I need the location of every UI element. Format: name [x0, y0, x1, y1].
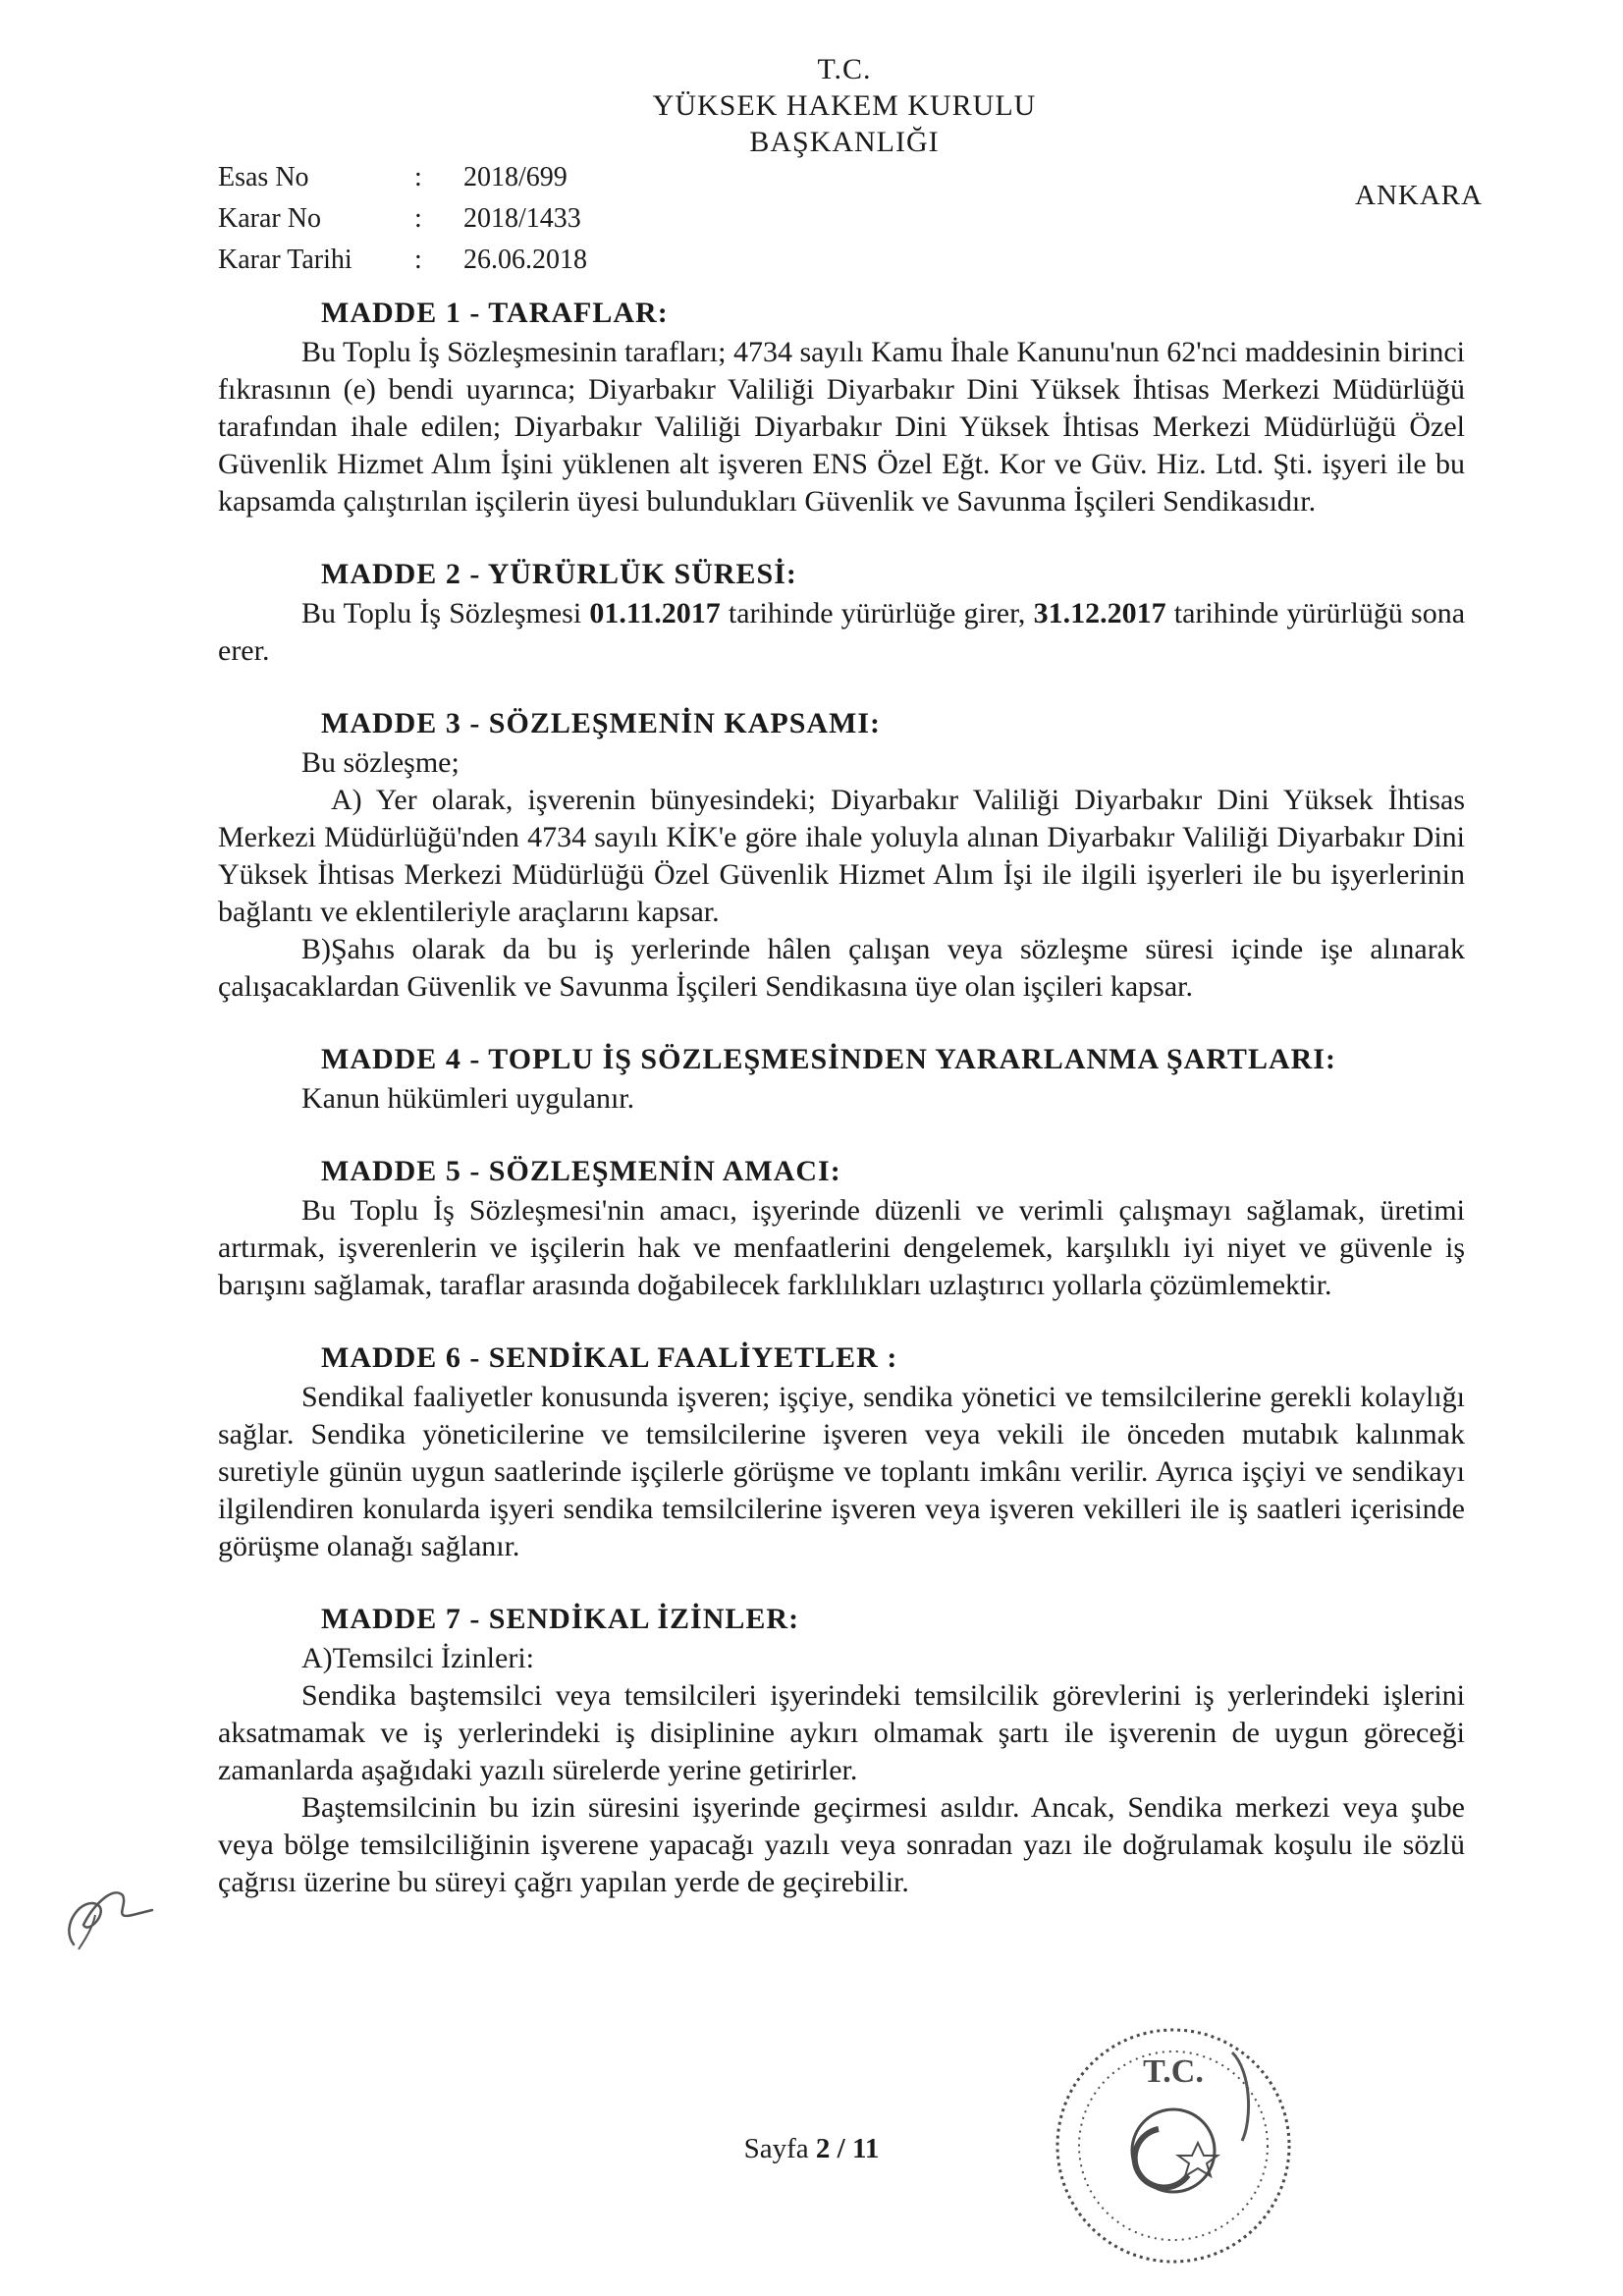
article-6 — [218, 1339, 1465, 1565]
article-2 — [218, 556, 1465, 670]
article-1 — [218, 295, 1465, 520]
article-paragraph: A) Yer olarak, işverenin bünyesindeki; Diyarbakır Valiliği Diyarbakır Dini Yüksek İhtisas Merkezi Müdürlüğü'nden 4734 sayılı KİK'e göre ihale yoluyla alınan Diyarbakır Valiliği Diyarbakır Dini Yüksek İhtisas Merkezi Müdürlüğü Özel Güvenlik Hizmet Alım İşi ile ilgili işyerleri ile bu işyerlerinin bağlantı ve eklentileriyle araçlarını kapsar. — [218, 784, 1465, 928]
article-7 — [218, 1601, 1465, 1901]
meta-row-karar — [218, 198, 587, 240]
document-header — [550, 51, 1139, 160]
article-paragraph: Bu Toplu İş Sözleşmesi'nin amacı, işyerinde düzenli ve verimli çalışmayı sağlamak, üretimi artırmak, işverenlerin ve işçilerin hak ve menfaatlerini dengelemek, karşılıklı iyi niyet ve güvenle iş barışını sağlamak, taraflar arasında doğabilecek farklılıkları uzlaştırıcı yollarla çözümlemektir. — [218, 1194, 1465, 1301]
article-subheading: A)Temsilci İzinleri: — [301, 1642, 534, 1674]
case-metadata — [218, 157, 587, 281]
header-tc: T.C. — [817, 53, 872, 85]
seal-text: T.C. — [1143, 2053, 1204, 2090]
article-paragraph — [218, 595, 1465, 670]
article-heading: MADDE 1 - TARAFLAR: — [321, 297, 669, 329]
article-paragraph: Sendika baştemsilci veya temsilcileri işyerindeki temsilcilik görevlerini iş yerlerindeki işlerini aksatmamak ve iş yerlerindeki iş disiplinine aykırı olmamak şartı ile işverenin de uygun göreceği zamanlarda aşağıdaki yazılı sürelerde yerine getirirler. — [218, 1679, 1465, 1786]
article-heading: MADDE 6 - SENDİKAL FAALİYETLER : — [321, 1341, 898, 1374]
meta-value: 2018/699 — [463, 162, 568, 192]
text-segment: tarihinde yürürlüğe girer, — [720, 597, 1034, 629]
meta-label: Karar No — [218, 203, 321, 234]
article-paragraph: Sendikal faaliyetler konusunda işveren; işçiye, sendika yönetici ve temsilcilerine gerekli kolaylığı sağlar. Sendika yöneticilerine ve temsilcilerine işveren veya vekili ile önceden mutabık kalınmak suretiyle günün uygun saatlerinde işçilerle görüşme ve toplantı imkânı verilir. Ayrıca işçiyi ve sendikayı ilgilendiren konularda işyeri sendika temsilcilerine işveren veya işveren vekilleri ile iş saatleri içerisinde görüşme olanağı sağlanır. — [218, 1381, 1465, 1562]
page-label: Sayfa — [743, 2133, 816, 2164]
article-intro: Bu sözleşme; — [301, 746, 460, 779]
meta-value: 2018/1433 — [463, 203, 581, 234]
page-footer — [0, 2133, 1623, 2165]
article-paragraph: Baştemsilcinin bu izin süresini işyerinde geçirmesi asıldır. Ancak, Sendika merkezi veya şube veya bölge temsilciliğinin işverene yapacağı yazılı veya sonradan yazı ile doğrulamak koşulu ile sözlü çağrısı üzerine bu süreyi çağrı yapılan yerde de geçirebilir. — [218, 1791, 1465, 1898]
meta-row-tarih — [218, 240, 587, 281]
article-heading: MADDE 4 - TOPLU İŞ SÖZLEŞMESİNDEN YARARLANMA ŞARTLARI: — [321, 1043, 1336, 1075]
header-institution: YÜKSEK HAKEM KURULU — [652, 89, 1037, 122]
article-4 — [218, 1041, 1465, 1118]
article-paragraph: Bu Toplu İş Sözleşmesinin tarafları; 4734 sayılı Kamu İhale Kanunu'nun 62'nci maddesinin birinci fıkrasının (e) bendi uyarınca; Diyarbakır Valiliği Diyarbakır Dini Yüksek İhtisas Merkezi Müdürlüğü tarafından ihale edilen; Diyarbakır Valiliği Diyarbakır Dini Yüksek İhtisas Merkezi Müdürlüğü Özel Güvenlik Hizmet Alım İşini yüklenen alt işveren ENS Özel Eğt. Kor ve Güv. Hiz. Ltd. Şti. işyeri ile bu kapsamda çalıştırılan işçilerin üyesi bulundukları Güvenlik ve Savunma İşçileri Sendikasıdır. — [218, 336, 1465, 518]
article-paragraph: B)Şahıs olarak da bu iş yerlerinde hâlen çalışan veya sözleşme süresi içinde işe alınarak çalışacaklardan Güvenlik ve Savunma İşçileri Sendikasına üye olan işçileri kapsar. — [218, 933, 1465, 1003]
meta-colon: : — [414, 162, 422, 192]
meta-value: 26.06.2018 — [463, 245, 587, 275]
start-date: 01.11.2017 — [589, 597, 721, 629]
end-date: 31.12.2017 — [1033, 597, 1166, 629]
page-number: 2 / 11 — [815, 2133, 880, 2164]
meta-label: Karar Tarihi — [218, 245, 352, 275]
meta-row-esas — [218, 157, 587, 198]
meta-label: Esas No — [218, 162, 309, 192]
article-heading: MADDE 3 - SÖZLEŞMENİN KAPSAMI: — [321, 707, 882, 739]
article-5 — [218, 1153, 1465, 1304]
article-heading: MADDE 5 - SÖZLEŞMENİN AMACI: — [321, 1155, 841, 1187]
text-segment: Bu Toplu İş Sözleşmesi — [301, 597, 590, 629]
document-body — [218, 295, 1465, 1937]
meta-colon: : — [414, 203, 422, 234]
text-segment: tarihinde yürürlüğü sona erer. — [218, 597, 1466, 667]
article-paragraph: Kanun hükümleri uygulanır. — [301, 1082, 635, 1115]
article-3 — [218, 705, 1465, 1006]
article-heading: MADDE 2 - YÜRÜRLÜK SÜRESİ: — [321, 558, 797, 590]
article-heading: MADDE 7 - SENDİKAL İZİNLER: — [321, 1603, 800, 1635]
header-city: ANKARA — [1355, 180, 1484, 211]
signature-icon — [54, 1866, 162, 1964]
meta-colon: : — [414, 245, 422, 275]
header-presidency: BAŞKANLIĞI — [749, 126, 940, 158]
